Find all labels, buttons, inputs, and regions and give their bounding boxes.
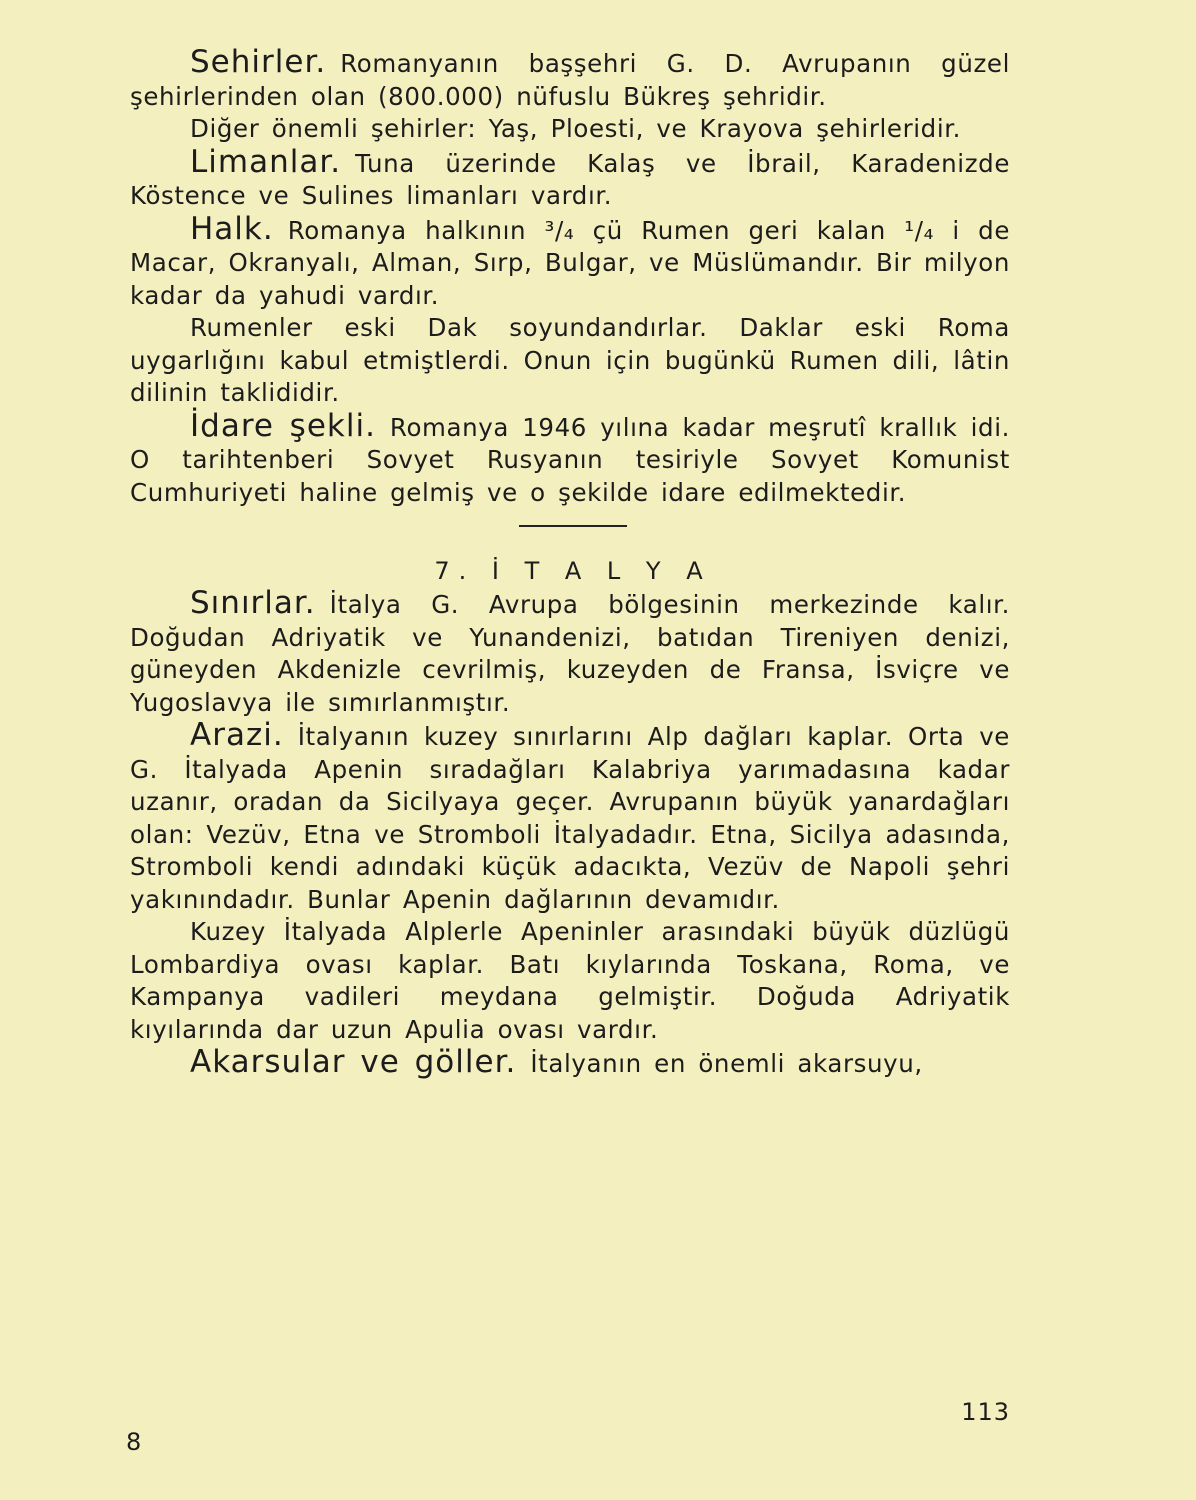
paragraph-text: Rumenler eski Dak soyundandırlar. Daklar eski Roma uygarlığını kabul etmiştlerdi. Onun için bugünkü Rumen dili, lâtin dilinin taklididir. — [130, 313, 1010, 407]
paragraph-text: İtalyanın kuzey sınırlarını Alp dağları kaplar. Orta ve G. İtalyada Apenin sıradağları Kalabriya yarımadasına kadar uzanır, oradan da Sicilyaya geçer. Avrupanın büyük yanardağları olan: Vezüv, Etna ve Stromboli İtalyadadır. Etna, Sicilya adasında, Stromboli kendi adındaki küçük adacıkta, Vezüv de Napoli şehri yakınındadır. Bunlar Apenin dağlarının devamıdır. — [130, 722, 1010, 914]
paragraph-heading: Sınırlar. — [190, 585, 316, 621]
paragraph-heading: İdare şekli. — [190, 407, 376, 444]
section-divider — [519, 525, 627, 527]
paragraph-text: Tuna üzerinde Kalaş ve İbrail, Karadenizde Köstence ve Sulines limanları vardır. — [130, 148, 1010, 210]
paragraph-diger-sehirler — [130, 113, 1010, 146]
section-title: 7. İ T A L Y A — [434, 557, 712, 585]
paragraph-akarsular — [130, 1046, 1010, 1081]
paragraph-text: Romanya halkının ³/₄ çü Rumen geri kalan ¹/₄ i de Macar, Okranyalı, Alman, Sırp, Bulgar, ve Müslümandır. Bir milyon kadar da yahudi vardır. — [130, 215, 1010, 310]
paragraph-idare-sekli — [130, 407, 1010, 510]
paragraph-limanlar — [130, 143, 1010, 213]
paragraph-text: İtalya G. Avrupa bölgesinin merkezinde kalır. Doğudan Adriyatik ve Yunandenizi, batıdan Tireniyen denizi, güneyden Akdenizle cevrilmiş, kuzeyden de Fransa, İsviçre ve Yugoslavya ile sımırlanmıştır. — [130, 590, 1010, 717]
paragraph-text: Romanya 1946 yılına kadar meşrutî krallık idi. O tarihtenberi Sovyet Rusyanın tesiriyle Sovyet Komunist Cumhuriyeti haline gelmiş ve o şekilde idare edilmektedir. — [130, 412, 1010, 507]
paragraph-sehirler — [130, 46, 1010, 113]
paragraph-heading: Halk. — [190, 210, 274, 247]
paragraph-halk — [130, 210, 1010, 313]
paragraph-heading: Akarsular ve göller. — [190, 1044, 517, 1080]
signature-mark: 8 — [126, 1428, 142, 1456]
paragraph-kuzey-italya — [130, 916, 1010, 1046]
paragraph-heading: Limanlar. — [190, 143, 342, 180]
paragraph-heading: Sehirler. — [190, 44, 327, 80]
paragraph-heading: Arazi. — [190, 717, 284, 753]
page-content — [130, 46, 1010, 1081]
paragraph-rumenler — [130, 312, 1010, 410]
paragraph-arazi — [130, 719, 1010, 916]
paragraph-sinirlar — [130, 587, 1010, 719]
paragraph-text: Kuzey İtalyada Alplerle Apeninler arasındaki büyük düzlügü Lombardiya ovası kaplar. Batı kıylarında Toskana, Roma, ve Kampanya vadileri meydana gelmiştir. Doğuda Adriyatik kıyılarında dar uzun Apulia ovası vardır. — [130, 917, 1010, 1044]
paragraph-text: İtalyanın en önemli akarsuyu, — [530, 1049, 923, 1078]
page-number: 113 — [961, 1398, 1010, 1426]
paragraph-text: Diğer önemli şehirler: Yaş, Ploesti, ve Krayova şehirleridir. — [190, 114, 962, 143]
paragraph-text: Romanyanın başşehri G. D. Avrupanın güzel şehirlerinden olan (800.000) nüfuslu Bükreş şehridir. — [130, 49, 1010, 111]
